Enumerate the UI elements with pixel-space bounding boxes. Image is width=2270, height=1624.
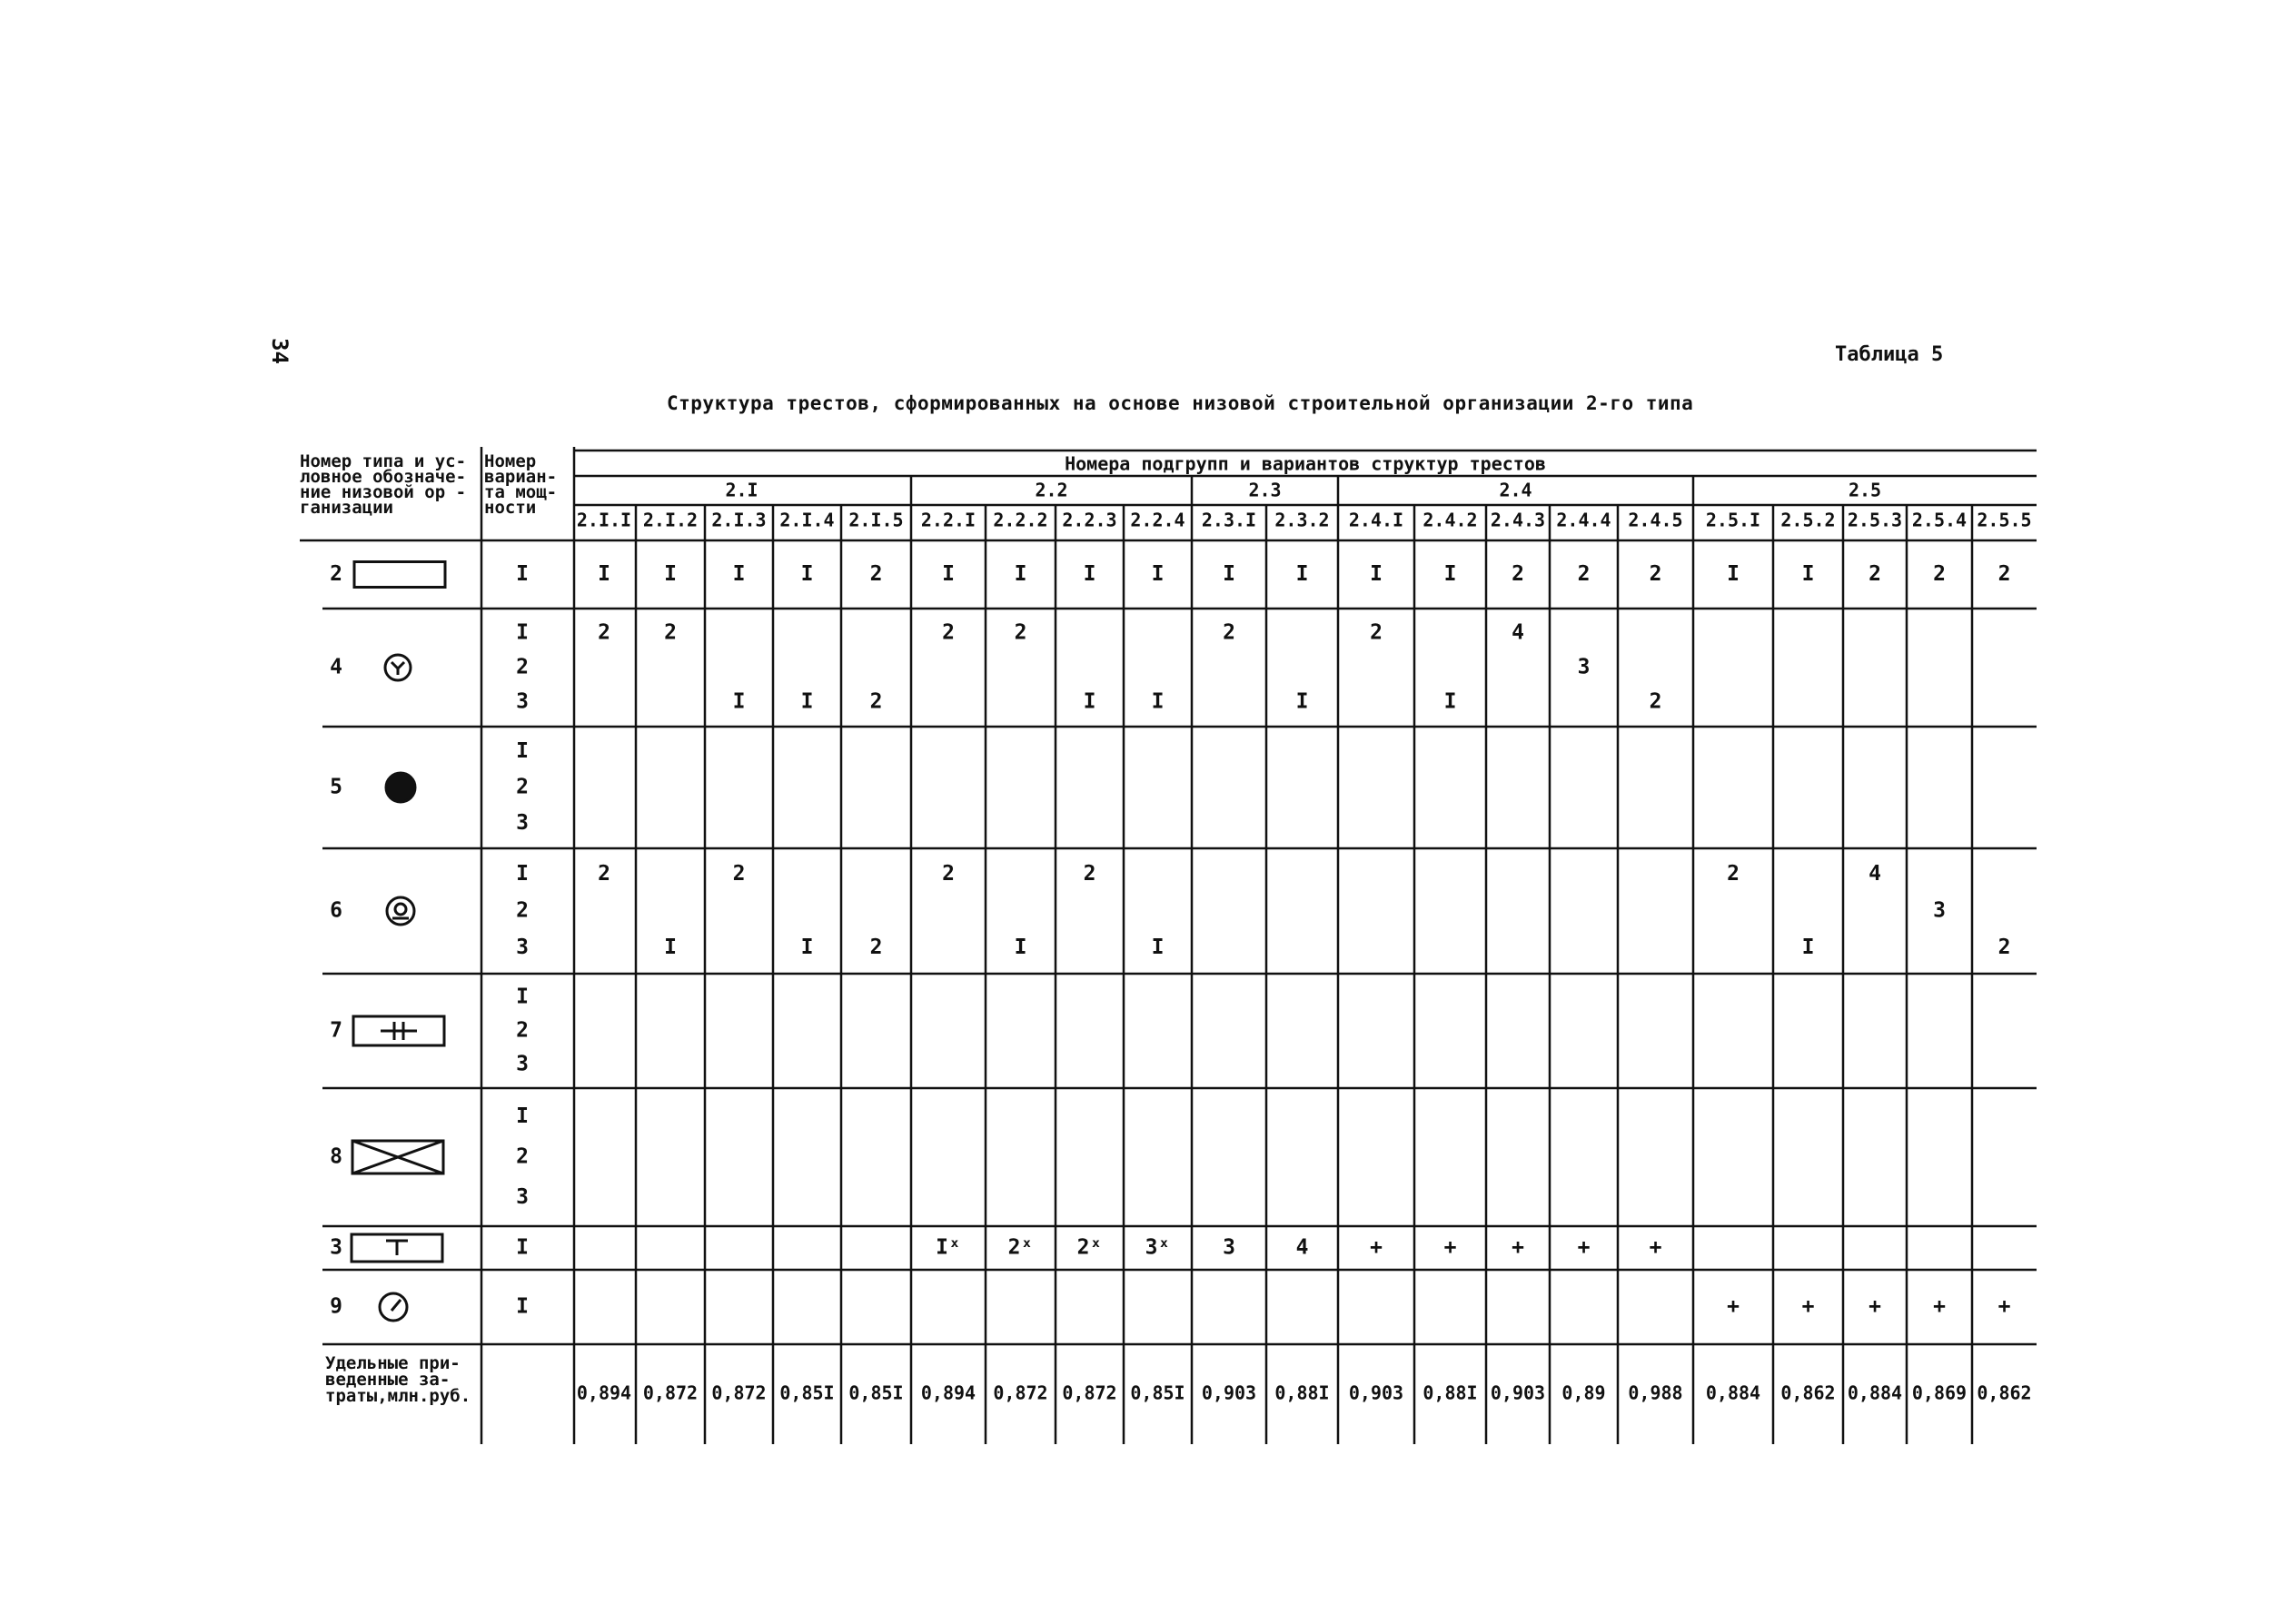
cost-value: 0,85I: [1130, 1381, 1185, 1404]
cost-value: 0,884: [1847, 1381, 1903, 1404]
structure-cell-value: I: [1295, 562, 1309, 586]
cost-value: 0,894: [920, 1381, 976, 1404]
structure-cell-value: I: [1801, 936, 1815, 960]
structure-cell-value: 2: [1512, 562, 1524, 586]
variant-number: I: [516, 985, 529, 1009]
structure-cell-value: Iˣ: [936, 1235, 961, 1260]
subcolumn-header: 2.5.3: [1847, 509, 1903, 531]
structure-cell-value: 4: [1512, 620, 1524, 645]
subcolumn-header: 2.2.3: [1062, 509, 1117, 531]
structure-cell-value: I: [1295, 689, 1309, 714]
subcolumn-header: 2.5.5: [1977, 509, 2032, 531]
structure-cell-value: 2: [1997, 562, 2011, 586]
header-variant-column: Номер вариан- та мощ- ности: [484, 451, 558, 518]
subcolumn-header: 2.I.4: [779, 509, 835, 531]
cost-value: 0,85I: [848, 1381, 904, 1404]
structure-cell-value: +: [1727, 1294, 1740, 1319]
structure-cell-value: 2: [1649, 689, 1662, 714]
subcolumn-header: 2.2.I: [920, 509, 976, 531]
structure-cell-value: 2: [869, 562, 883, 586]
type-number: 2: [330, 562, 342, 586]
cost-value: 0,894: [576, 1381, 632, 1404]
cost-value: 0,903: [1490, 1381, 1546, 1404]
structure-cell-value: 2: [1869, 562, 1881, 586]
cost-value: 0,903: [1348, 1381, 1404, 1404]
circle-y-icon: [385, 655, 411, 680]
filled-circle-icon: [386, 773, 415, 802]
group-header: 2.5: [1848, 479, 1882, 501]
structure-cell-value: 2: [732, 861, 746, 886]
subcolumn-header: 2.5.I: [1705, 509, 1761, 531]
variant-number: 3: [516, 689, 529, 714]
variant-number: I: [516, 739, 529, 764]
structure-cell-value: 2: [1370, 620, 1383, 645]
group-header: 2.4: [1499, 479, 1532, 501]
structure-cell-value: I: [1151, 689, 1165, 714]
structure-cell-value: 2: [942, 861, 955, 886]
variant-number: 2: [516, 898, 529, 923]
cost-value: 0,869: [1911, 1381, 1968, 1404]
structure-cell-value: I: [1014, 562, 1027, 586]
structure-cell-value: 3: [1223, 1235, 1235, 1260]
type-number: 3: [330, 1235, 342, 1260]
variant-number: 3: [516, 1185, 529, 1210]
cost-value: 0,884: [1705, 1381, 1761, 1404]
structure-cell-value: 2: [1083, 861, 1096, 886]
variant-number: I: [516, 861, 529, 886]
group-title-header: Номера подгрупп и вариантов структур трестов: [1065, 452, 1546, 475]
variant-number: 2: [516, 655, 529, 679]
structure-cell-value: +: [1997, 1294, 2011, 1319]
subcolumn-header: 2.4.I: [1348, 509, 1404, 531]
structure-cell-value: I: [732, 689, 746, 714]
structure-cell-value: 3: [1577, 655, 1591, 679]
cost-value: 0,88I: [1422, 1381, 1478, 1404]
subcolumn-header: 2.2.4: [1130, 509, 1185, 531]
variant-number: I: [516, 562, 529, 586]
cost-value: 0,903: [1201, 1381, 1257, 1404]
structure-cell-value: +: [1443, 1235, 1457, 1260]
subcolumn-header: 2.3.2: [1274, 509, 1330, 531]
variant-number: I: [516, 1104, 529, 1128]
structure-cell-value: I: [664, 936, 677, 960]
variant-number: I: [516, 1235, 529, 1260]
subcolumn-header: 2.2.2: [993, 509, 1048, 531]
structure-cell-value: I: [1801, 562, 1815, 586]
structure-cell-value: 2: [942, 620, 955, 645]
structure-cell-value: +: [1649, 1235, 1662, 1260]
cost-value: 0,89: [1561, 1381, 1606, 1404]
cost-value: 0,872: [993, 1381, 1048, 1404]
circle-swirl-icon: [387, 897, 414, 925]
structure-cell-value: I: [1083, 689, 1096, 714]
type-number: 6: [330, 898, 342, 923]
structure-cell-value: +: [1370, 1235, 1383, 1260]
cost-value: 0,85I: [779, 1381, 835, 1404]
cost-value: 0,872: [642, 1381, 699, 1404]
subcolumn-header: 2.5.4: [1911, 509, 1968, 531]
subcolumn-header: 2.5.2: [1780, 509, 1836, 531]
structure-cell-value: 4: [1869, 861, 1881, 886]
t-box-icon: [352, 1234, 442, 1262]
structure-cell-value: 2: [1014, 620, 1027, 645]
subcolumn-header: 2.4.5: [1628, 509, 1683, 531]
header-type-column: Номер типа и ус- ловное обозначе- ние низовой ор - ганизации: [300, 451, 467, 518]
structure-cell-value: 2ˣ: [1076, 1235, 1103, 1260]
subcolumn-header: 2.I.3: [711, 509, 767, 531]
structure-cell-value: +: [1577, 1235, 1591, 1260]
group-header: 2.2: [1035, 479, 1068, 501]
footer-label: Удельные при- веденные за- траты,млн.руб.: [325, 1353, 471, 1406]
subcolumn-header: 2.I.I: [576, 509, 632, 531]
structure-cell-value: I: [1083, 562, 1096, 586]
structure-cell-value: I: [598, 562, 610, 586]
structure-cell-value: I: [942, 562, 955, 586]
structure-cell-value: 2: [869, 689, 883, 714]
structure-cell-value: 2: [598, 861, 610, 886]
variant-number: I: [516, 1294, 529, 1319]
structure-cell-value: +: [1869, 1294, 1881, 1319]
structure-cell-value: 4: [1295, 1235, 1309, 1260]
structure-cell-value: 2: [1577, 562, 1591, 586]
structure-cell-value: 2: [1223, 620, 1235, 645]
structure-cell-value: I: [732, 562, 746, 586]
structure-cell-value: I: [1014, 936, 1027, 960]
variant-number: 3: [516, 936, 529, 960]
structure-cell-value: 2: [598, 620, 610, 645]
variant-number: I: [516, 620, 529, 645]
structure-cell-value: 2: [1727, 861, 1740, 886]
structure-cell-value: I: [1727, 562, 1740, 586]
structure-cell-value: 2: [1649, 562, 1662, 586]
variant-number: 2: [516, 1144, 529, 1169]
circle-slash-icon: [380, 1293, 407, 1321]
structure-cell-value: +: [1512, 1235, 1524, 1260]
structure-cell-value: I: [1443, 562, 1457, 586]
subcolumn-header: 2.4.4: [1556, 509, 1611, 531]
structure-cell-value: +: [1933, 1294, 1946, 1319]
table-label: Таблица 5: [1835, 343, 1944, 366]
structure-cell-value: 2: [1933, 562, 1946, 586]
cost-value: 0,88I: [1274, 1381, 1330, 1404]
type-number: 8: [330, 1144, 342, 1169]
type-number: 5: [330, 775, 342, 799]
variant-number: 2: [516, 775, 529, 799]
group-header: 2.I: [725, 479, 758, 501]
structure-cell-value: 3: [1933, 898, 1946, 923]
group-header: 2.3: [1248, 479, 1282, 501]
capacitor-box-icon: [353, 1016, 444, 1045]
rectangle-icon: [354, 562, 445, 588]
subcolumn-header: 2.I.5: [848, 509, 904, 531]
cost-value: 0,862: [1977, 1381, 2032, 1404]
structure-cell-value: I: [1370, 562, 1383, 586]
structure-cell-value: 2: [869, 936, 883, 960]
cost-value: 0,862: [1780, 1381, 1836, 1404]
type-number: 9: [330, 1294, 342, 1319]
structure-cell-value: I: [800, 689, 814, 714]
cost-value: 0,988: [1628, 1381, 1683, 1404]
variant-number: 2: [516, 1018, 529, 1043]
subcolumn-header: 2.4.2: [1422, 509, 1478, 531]
variant-number: 3: [516, 810, 529, 835]
structure-cell-value: +: [1801, 1294, 1815, 1319]
structure-cell-value: I: [664, 562, 677, 586]
structure-cell-value: 2: [1997, 936, 2011, 960]
structure-cell-value: I: [1223, 562, 1235, 586]
subcolumn-header: 2.4.3: [1490, 509, 1546, 531]
variant-number: 3: [516, 1052, 529, 1076]
structure-cell-value: I: [800, 936, 814, 960]
structure-cell-value: I: [800, 562, 814, 586]
type-number: 4: [330, 655, 342, 679]
cost-value: 0,872: [711, 1381, 767, 1404]
table-title: Структура трестов, сформированных на основе низовой строительной организации 2-го типа: [667, 392, 1694, 414]
subcolumn-header: 2.3.I: [1201, 509, 1257, 531]
page-number: 34: [267, 338, 292, 364]
structure-cell-value: 2: [664, 620, 677, 645]
type-number: 7: [330, 1018, 342, 1043]
structure-cell-value: I: [1443, 689, 1457, 714]
structure-cell-value: 3ˣ: [1145, 1235, 1171, 1260]
subcolumn-header: 2.I.2: [642, 509, 699, 531]
cost-value: 0,872: [1062, 1381, 1117, 1404]
crossed-box-icon: [352, 1141, 443, 1173]
structure-cell-value: 2ˣ: [1007, 1235, 1034, 1260]
structure-cell-value: I: [1151, 562, 1165, 586]
structure-cell-value: I: [1151, 936, 1165, 960]
